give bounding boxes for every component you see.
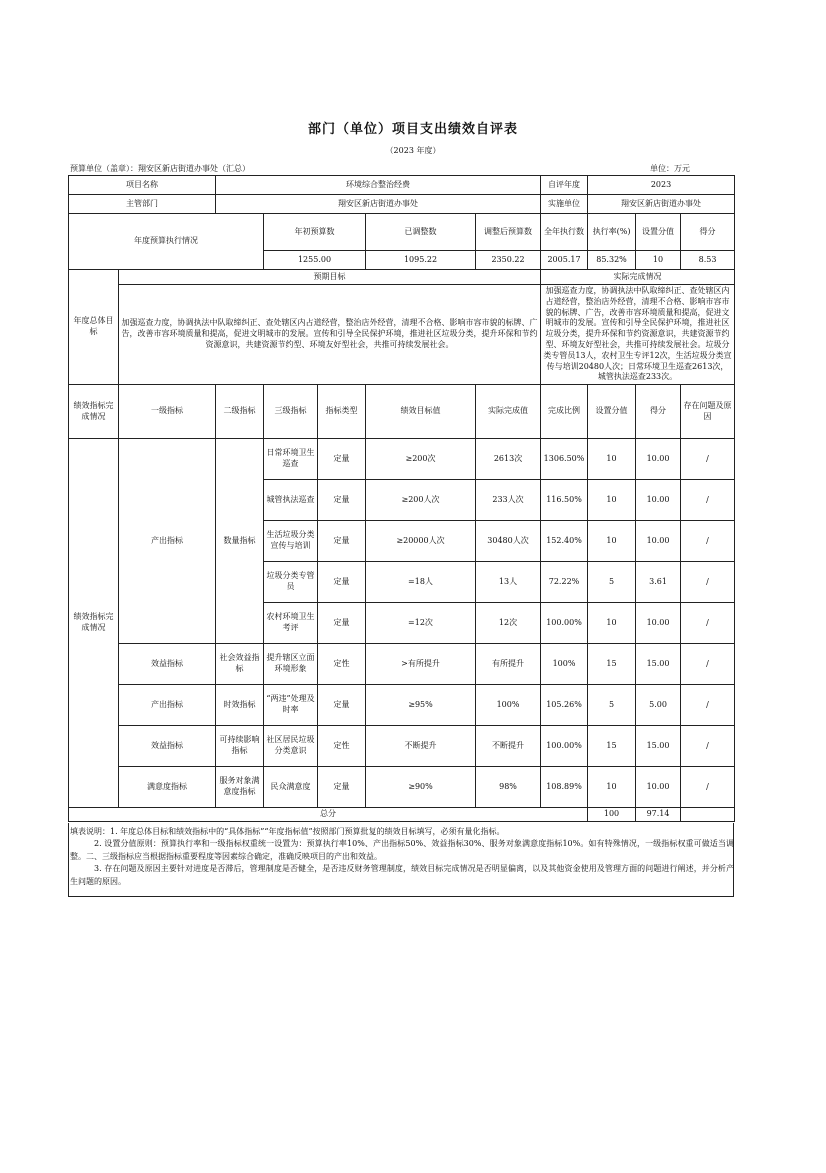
budget-row-label: 年度预算执行情况 xyxy=(69,214,264,270)
level2-indicator: 数量指标 xyxy=(216,439,264,644)
level2-indicator: 时效指标 xyxy=(216,685,264,726)
dept-label: 主管部门 xyxy=(69,195,216,214)
level3-indicator: 农村环境卫生考评 xyxy=(264,603,318,644)
actual-value: 233人次 xyxy=(476,480,541,521)
issue: / xyxy=(681,562,735,603)
level1-indicator: 效益指标 xyxy=(119,726,216,767)
target-value: ≥90% xyxy=(366,767,476,808)
perf-header: 实际完成值 xyxy=(476,385,541,439)
level3-indicator: 垃圾分类专管员 xyxy=(264,562,318,603)
budget-header: 调整后预算数 xyxy=(476,214,541,251)
table-row xyxy=(69,439,735,480)
issue: / xyxy=(681,726,735,767)
weight: 10 xyxy=(588,480,636,521)
budget-header: 已调整数 xyxy=(366,214,476,251)
weight: 10 xyxy=(588,603,636,644)
level3-indicator: 民众满意度 xyxy=(264,767,318,808)
weight: 5 xyxy=(588,562,636,603)
target-value: =18人 xyxy=(366,562,476,603)
note-2: 2. 设置分值原则：预算执行率和一级指标权重统一设置为：预算执行率10%、产出指标50%、效益指标30%、服务对象满意度指标10%。如有特殊情况，一级指标权重可做适当调整。二、三级指标应当根据指标重要程度等因素综合确定，准确反映项目的产出和效益。 xyxy=(70,839,734,861)
weight: 15 xyxy=(588,644,636,685)
budget-header: 执行率(%) xyxy=(588,214,636,251)
perf-header: 绩效目标值 xyxy=(366,385,476,439)
level2-indicator: 服务对象满意度指标 xyxy=(216,767,264,808)
budget-value: 2005.17 xyxy=(541,251,588,270)
score: 10.00 xyxy=(636,767,681,808)
note-3: 3. 存在问题及原因主要针对进度是否滞后，管理制度是否健全，是否违反财务管理制度，绩效目标完成情况是否明显偏离，以及其他资金使用及管理方面的问题进行阐述，并分析产生问题的原因。 xyxy=(70,864,734,886)
total-weight: 100 xyxy=(588,808,636,822)
level3-indicator: 日常环境卫生巡查 xyxy=(264,439,318,480)
project-name-value: 环境综合整治经费 xyxy=(216,176,541,195)
weight: 15 xyxy=(588,726,636,767)
actual-value: 有所提升 xyxy=(476,644,541,685)
goals-row-label: 年度总体目标 xyxy=(69,270,119,385)
total-score: 97.14 xyxy=(636,808,681,822)
table-row xyxy=(69,767,735,808)
issue: / xyxy=(681,767,735,808)
report-year: （2023 年度） xyxy=(385,146,441,155)
completion-ratio: 1306.50% xyxy=(541,439,588,480)
level1-indicator: 产出指标 xyxy=(119,685,216,726)
level3-indicator: 社区居民垃圾分类意识 xyxy=(264,726,318,767)
target-value: ≥200次 xyxy=(366,439,476,480)
perf-side-label: 绩效指标完成情况 xyxy=(69,439,119,808)
level3-indicator: 城管执法巡查 xyxy=(264,480,318,521)
completion-ratio: 72.22% xyxy=(541,562,588,603)
expected-goal-header: 预期目标 xyxy=(119,270,541,285)
target-value: ≥95% xyxy=(366,685,476,726)
actual-value: 2613次 xyxy=(476,439,541,480)
level2-indicator: 可持续影响指标 xyxy=(216,726,264,767)
eval-year-value: 2023 xyxy=(588,176,735,195)
level2-indicator: 社会效益指标 xyxy=(216,644,264,685)
expected-goal-text: 加强巡查力度，协调执法中队取缔纠正、查处辖区内占道经营，整治店外经营，清理不合格、影响市容市貌的标牌、广告，改善市容环境质量和提高，促进文明城市的发展。宣传和引导全民保护环境，推进社区垃圾分类，提升环保和节约资源意识，共建资源节约型、环境友好型社会，共推可持续发展社会。 xyxy=(119,285,541,385)
level1-indicator: 满意度指标 xyxy=(119,767,216,808)
completion-ratio: 100% xyxy=(541,644,588,685)
perf-header: 设置分值 xyxy=(588,385,636,439)
completion-ratio: 105.26% xyxy=(541,685,588,726)
score: 15.00 xyxy=(636,726,681,767)
actual-value: 12次 xyxy=(476,603,541,644)
weight: 10 xyxy=(588,439,636,480)
indicator-type: 定量 xyxy=(318,767,366,808)
score: 10.00 xyxy=(636,521,681,562)
budget-value: 8.53 xyxy=(681,251,735,270)
level1-indicator: 效益指标 xyxy=(119,644,216,685)
table-row xyxy=(69,726,735,767)
completion-ratio: 152.40% xyxy=(541,521,588,562)
table-row xyxy=(69,685,735,726)
score: 15.00 xyxy=(636,644,681,685)
perf-header: 二级指标 xyxy=(216,385,264,439)
completion-ratio: 108.89% xyxy=(541,767,588,808)
weight: 10 xyxy=(588,767,636,808)
indicator-type: 定量 xyxy=(318,562,366,603)
level3-indicator: 生活垃圾分类宣传与培训 xyxy=(264,521,318,562)
actual-value: 98% xyxy=(476,767,541,808)
target-value: ≥200人次 xyxy=(366,480,476,521)
actual-value: 13人 xyxy=(476,562,541,603)
total-row xyxy=(69,808,735,822)
evaluation-table xyxy=(68,175,735,822)
score: 3.61 xyxy=(636,562,681,603)
perf-header: 指标类型 xyxy=(318,385,366,439)
currency-unit-label: 单位：万元 xyxy=(650,164,690,173)
actual-goal-header: 实际完成情况 xyxy=(541,270,735,285)
target-value: =12次 xyxy=(366,603,476,644)
perf-header: 完成比例 xyxy=(541,385,588,439)
issue: / xyxy=(681,439,735,480)
budget-value: 2350.22 xyxy=(476,251,541,270)
table-row xyxy=(69,644,735,685)
score: 5.00 xyxy=(636,685,681,726)
level3-indicator: 提升辖区立面环境形象 xyxy=(264,644,318,685)
issue: / xyxy=(681,644,735,685)
budget-header: 设置分值 xyxy=(636,214,681,251)
target-value: ≥20000人次 xyxy=(366,521,476,562)
eval-year-label: 自评年度 xyxy=(541,176,588,195)
budget-value: 85.32% xyxy=(588,251,636,270)
indicator-type: 定量 xyxy=(318,521,366,562)
indicator-type: 定量 xyxy=(318,685,366,726)
issue: / xyxy=(681,480,735,521)
budget-value: 1255.00 xyxy=(264,251,366,270)
indicator-type: 定量 xyxy=(318,603,366,644)
budget-header: 全年执行数 xyxy=(541,214,588,251)
weight: 5 xyxy=(588,685,636,726)
score: 10.00 xyxy=(636,439,681,480)
issue: / xyxy=(681,603,735,644)
perf-header: 三级指标 xyxy=(264,385,318,439)
weight: 10 xyxy=(588,521,636,562)
budget-unit-label: 预算单位（盖章）：翔安区新店街道办事处（汇总） xyxy=(70,164,250,173)
budget-value: 10 xyxy=(636,251,681,270)
target-value: 不断提升 xyxy=(366,726,476,767)
indicator-type: 定量 xyxy=(318,480,366,521)
perf-header: 存在问题及原因 xyxy=(681,385,735,439)
dept-value: 翔安区新店街道办事处 xyxy=(216,195,541,214)
total-label: 总分 xyxy=(69,808,588,822)
budget-header: 得分 xyxy=(681,214,735,251)
perf-section-label: 绩效指标完成情况 xyxy=(69,385,119,439)
actual-value: 30480人次 xyxy=(476,521,541,562)
actual-value: 100% xyxy=(476,685,541,726)
completion-ratio: 116.50% xyxy=(541,480,588,521)
budget-header: 年初预算数 xyxy=(264,214,366,251)
impl-unit-label: 实施单位 xyxy=(541,195,588,214)
total-issue xyxy=(681,808,735,822)
completion-ratio: 100.00% xyxy=(541,603,588,644)
actual-value: 不断提升 xyxy=(476,726,541,767)
project-name-label: 项目名称 xyxy=(69,176,216,195)
level3-indicator: “两违”处理及时率 xyxy=(264,685,318,726)
budget-value: 1095.22 xyxy=(366,251,476,270)
page-title: 部门（单位）项目支出绩效自评表 xyxy=(307,122,518,137)
actual-goal-text: 加强巡查力度，协调执法中队取缔纠正、查处辖区内占道经营，整治店外经营，清理不合格、影响市容市貌的标牌、广告，改善市容环境质量和提高，促进文明城市的发展。宣传和引导全民保护环境，推进社区垃圾分类，提升环保和节约资源意识，共建资源节约型、环境友好型社会，共推可持续发展社会。垃圾分类专管员13人，农村卫生专评12次，生活垃圾分类宣传与培训20480人次；日常环境卫生巡查2613次，城管执法巡查233次。 xyxy=(541,285,735,385)
impl-unit-value: 翔安区新店街道办事处 xyxy=(588,195,735,214)
indicator-type: 定性 xyxy=(318,644,366,685)
issue: / xyxy=(681,521,735,562)
completion-ratio: 100.00% xyxy=(541,726,588,767)
score: 10.00 xyxy=(636,480,681,521)
indicator-type: 定量 xyxy=(318,439,366,480)
perf-header: 一级指标 xyxy=(119,385,216,439)
level1-indicator: 产出指标 xyxy=(119,439,216,644)
target-value: >有所提升 xyxy=(366,644,476,685)
fill-in-notes xyxy=(70,826,734,888)
indicator-type: 定性 xyxy=(318,726,366,767)
perf-header: 得分 xyxy=(636,385,681,439)
score: 10.00 xyxy=(636,603,681,644)
note-1: 填表说明：1. 年度总体目标和绩效指标中的“具体指标”“年度指标值”按照部门预算批复的绩效目标填写，必须有量化指标。 xyxy=(70,827,505,836)
issue: / xyxy=(681,685,735,726)
